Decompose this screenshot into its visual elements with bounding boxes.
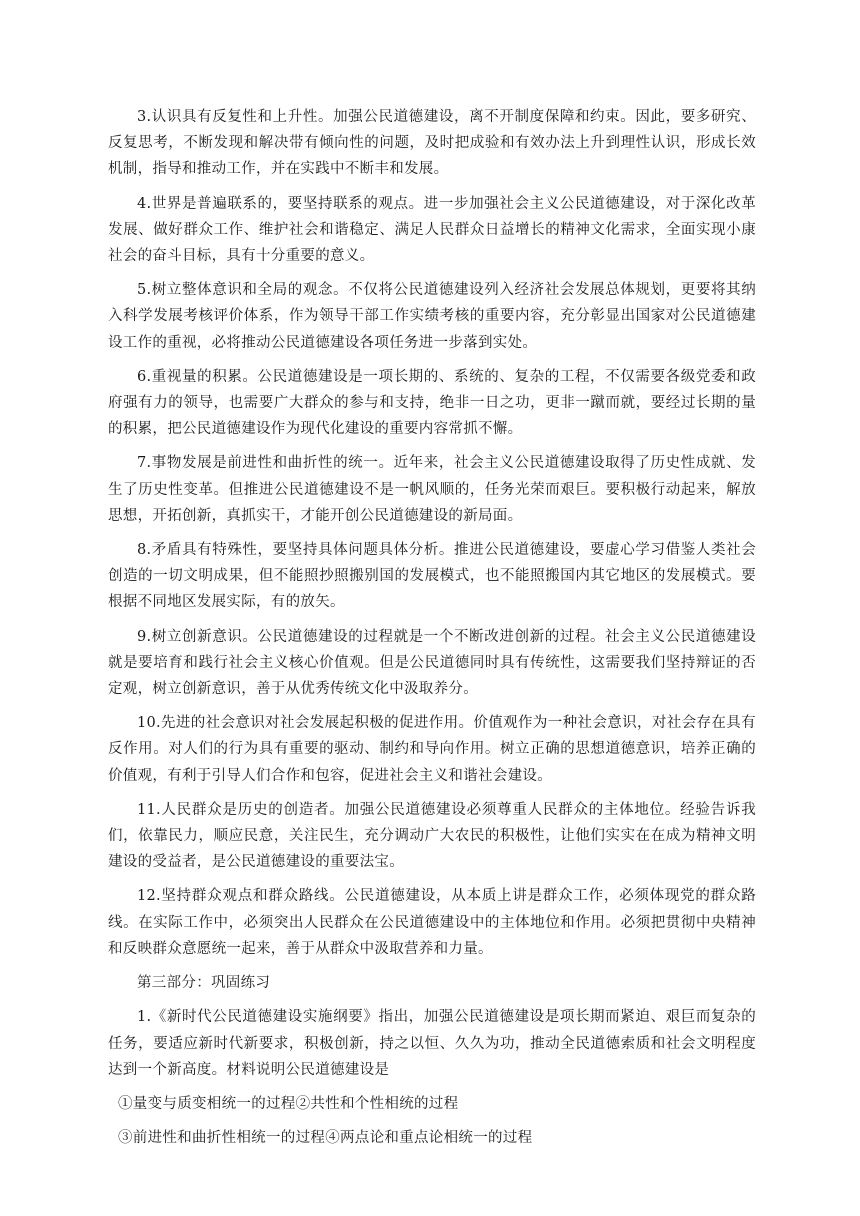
paragraph-6: 6.重视量的积累。公民道德建设是一项长期的、系统的、复杂的工程，不仅需要各级党委和政府强有力的领导，也需要广大群众的参与和支持，绝非一日之功，更非一蹴而就，要经过长期的量的积累，把公民道德建设作为现代化建设的重要内容常抓不懈。 (108, 368, 756, 438)
paragraph-9: 9.树立创新意识。公民道德建设的过程就是一个不断改进创新的过程。社会主义公民道德建设就是要培育和践行社会主义核心价值观。但是公民道德同时具有传统性，这需要我们坚持辩证的否定观，树立创新意识，善于从优秀传统文化中汲取养分。 (108, 628, 756, 698)
paragraph-11: 11.人民群众是历史的创造者。加强公民道德建设必须尊重人民群众的主体地位。经验告诉我们，依靠民力，顺应民意，关注民生，充分调动广大农民的积极性，让他们实实在在成为精神文明建设的受益者，是公民道德建设的重要法宝。 (108, 801, 756, 871)
paragraph-12: 12.坚持群众观点和群众路线。公民道德建设，从本质上讲是群众工作，必须体现党的群众路线。在实际工作中，必须突出人民群众在公民道德建设中的主体地位和作用。必须把贯彻中央精神和反映群众意愿统一起来，善于从群众中汲取营养和力量。 (108, 888, 756, 957)
document-body (108, 104, 756, 1159)
paragraph-10: 10.先进的社会意识对社会发展起积极的促进作用。价值观作为一种社会意识，对社会存在具有反作用。对人们的行为具有重要的驱动、制约和导向作用。树立正确的思想道德意识，培养正确的价值观，有利于引导人们合作和包容，促进社会主义和谐社会建设。 (108, 715, 756, 784)
section-heading: 第三部分：巩固练习 (137, 975, 271, 992)
paragraph-3: 3.认识具有反复性和上升性。加强公民道德建设，离不开制度保障和约束。因此，要多研究、反复思考，不断发现和解决带有倾向性的问题，及时把成验和有效办法上升到理性认识，形成长效机制，指导和推动工作，并在实践中不断丰和发展。 (108, 109, 756, 178)
question-options-line-2: ③前进性和曲折性相统一的过程④两点论和重点论相统一的过程 (118, 1130, 533, 1147)
paragraph-5: 5.树立整体意识和全局的观念。不仅将公民道德建设列入经济社会发展总体规划，更要将其纳入科学发展考核评价体系，作为领导干部工作实绩考核的重要内容，充分彰显出国家对公民道德建设工作的重视，必将推动公民道德建设各项任务进一步落到实处。 (108, 282, 756, 351)
question-stem: 1.《新时代公民道德建设实施纲要》指出，加强公民道德建设是项长期而紧迫、艰巨而复杂的任务，要适应新时代新要求，积极创新，持之以恒、久久为功，推动全民道德索质和社会文明程度达到一个新高度。材料说明公民道德建设是 (108, 1009, 756, 1078)
paragraph-7: 7.事物发展是前进性和曲折性的统一。近年来，社会主义公民道德建设取得了历史性成就、发生了历史性变革。但推进公民道德建设不是一帆风顺的，任务光荣而艰巨。要积极行动起来，解放思想，开拓创新，真抓实干，才能开创公民道德建设的新局面。 (108, 455, 756, 524)
paragraph-8: 8.矛盾具有特殊性，要坚持具体问题具体分析。推进公民道德建设，要虚心学习借鉴人类社会创造的一切文明成果，但不能照抄照搬别国的发展模式，也不能照搬国内其它地区的发展模式。要根据不同地区发展实际，有的放矢。 (108, 542, 756, 611)
question-options-line-1: ①量变与质变相统一的过程②共性和个性相统的过程 (118, 1095, 459, 1112)
paragraph-4: 4.世界是普遍联系的，要坚持联系的观点。进一步加强社会主义公民道德建设，对于深化改革发展、做好群众工作、维护社会和谐稳定、满足人民群众日益增长的精神文化需求，全面实现小康社会的奋斗目标，具有十分重要的意义。 (108, 195, 756, 265)
